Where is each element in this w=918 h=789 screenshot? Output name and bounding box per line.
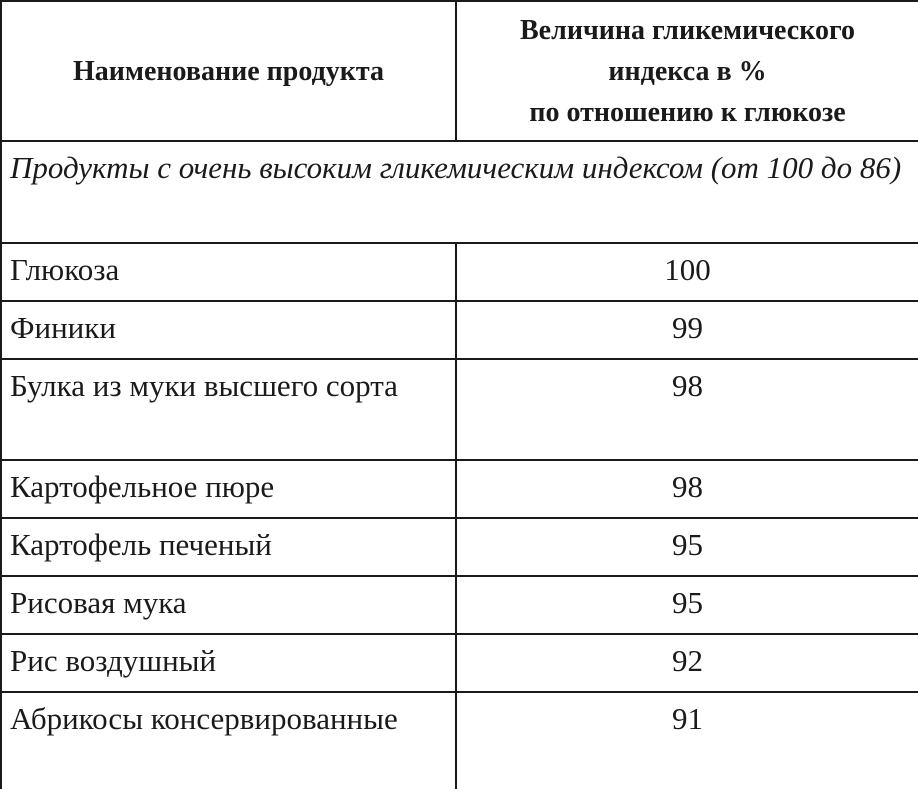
glycemic-value: 95 bbox=[456, 518, 918, 576]
product-name: Картофельное пюре bbox=[1, 460, 456, 518]
header-value-line: индекса в % bbox=[608, 55, 767, 87]
table-row bbox=[1, 359, 918, 460]
header-product-name: Наименование продукта bbox=[1, 1, 456, 141]
glycemic-value: 100 bbox=[456, 243, 918, 301]
header-row bbox=[1, 1, 918, 141]
product-name: Булка из муки высшего сорта bbox=[1, 359, 456, 460]
header-glycemic-value bbox=[456, 1, 918, 141]
table-row bbox=[1, 518, 918, 576]
table-row bbox=[1, 460, 918, 518]
product-name: Рисовая мука bbox=[1, 576, 456, 634]
table-row bbox=[1, 576, 918, 634]
product-name: Глюкоза bbox=[1, 243, 456, 301]
glycemic-value: 99 bbox=[456, 301, 918, 359]
table-row bbox=[1, 243, 918, 301]
product-name: Абрикосы консервированные bbox=[1, 692, 456, 789]
section-row bbox=[1, 141, 918, 243]
product-name: Картофель печеный bbox=[1, 518, 456, 576]
product-name: Рис воздушный bbox=[1, 634, 456, 692]
table-row bbox=[1, 634, 918, 692]
glycemic-value: 91 bbox=[456, 692, 918, 789]
glycemic-value: 95 bbox=[456, 576, 918, 634]
table-row bbox=[1, 301, 918, 359]
product-name: Финики bbox=[1, 301, 456, 359]
section-title: Продукты с очень высоким гликемическим индексом (от 100 до 86) bbox=[1, 141, 918, 243]
glycemic-value: 98 bbox=[456, 359, 918, 460]
glycemic-value: 92 bbox=[456, 634, 918, 692]
table-row bbox=[1, 692, 918, 789]
glycemic-value: 98 bbox=[456, 460, 918, 518]
header-value-line: по отношению к глюкозе bbox=[529, 96, 846, 128]
header-value-line: Величина гликемического bbox=[520, 14, 855, 46]
